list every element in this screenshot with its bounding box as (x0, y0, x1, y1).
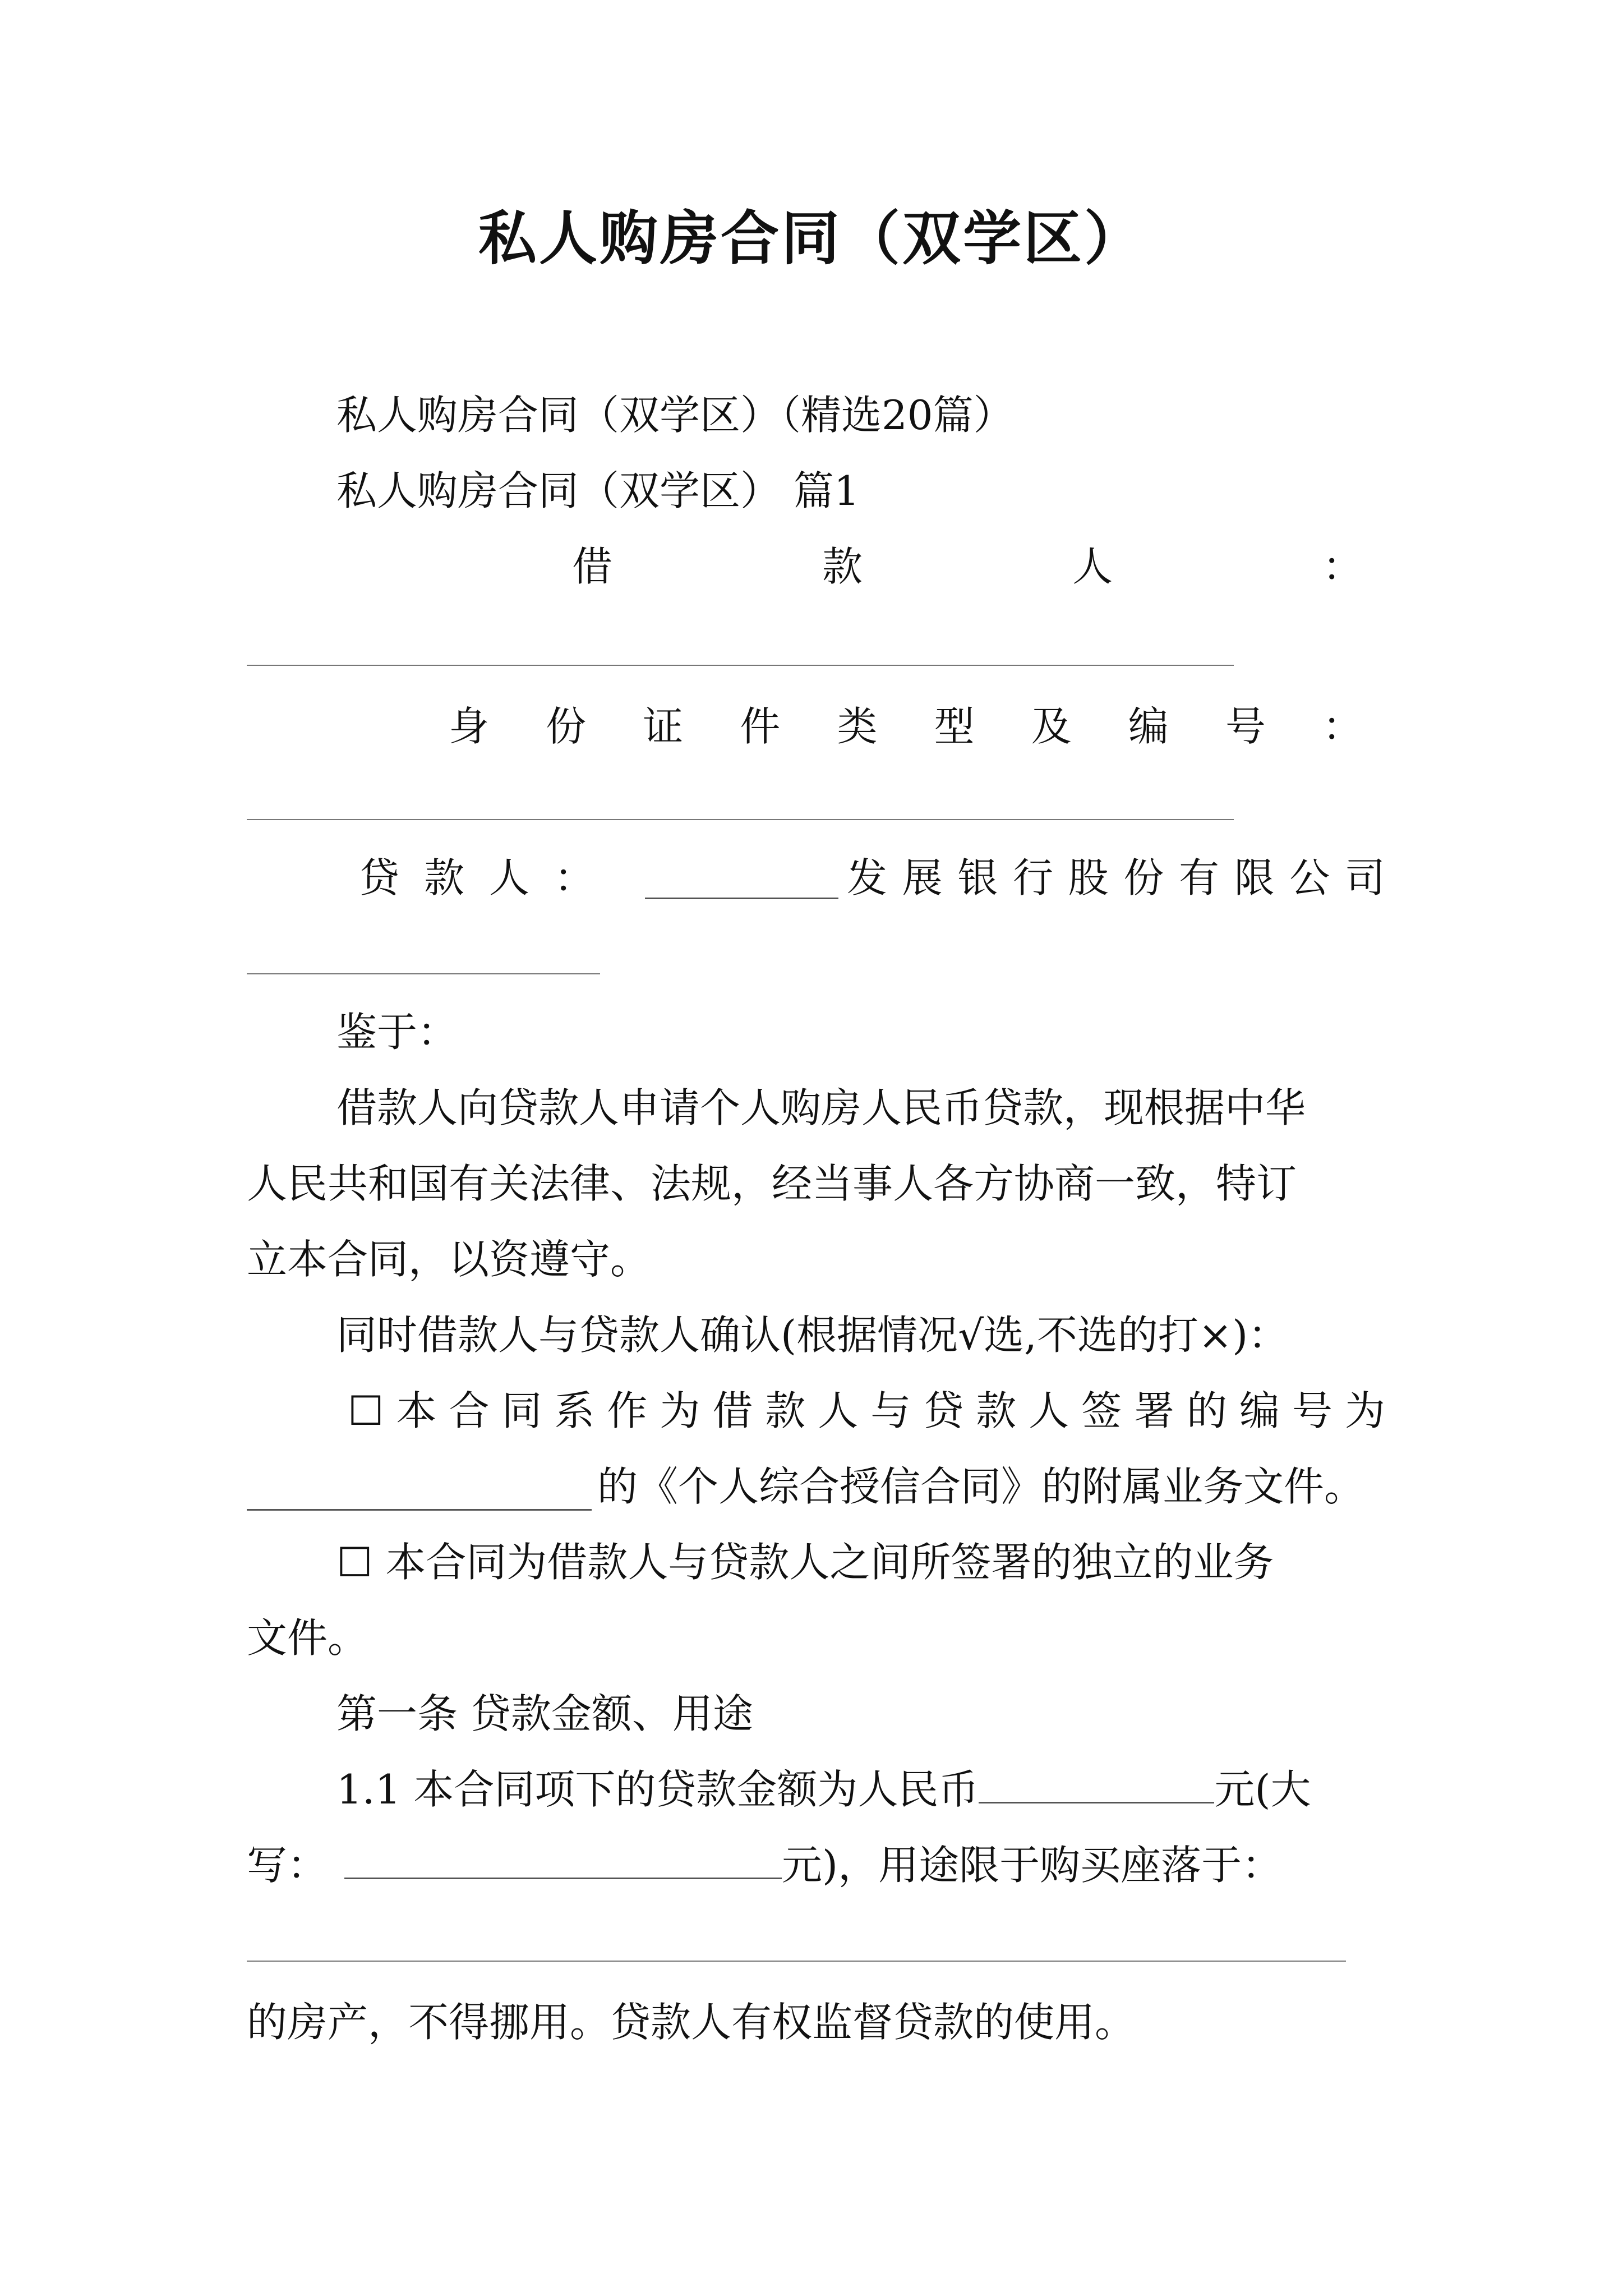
paragraph-line: 立本合同，以资遵守。 (247, 1236, 651, 1283)
amount-blank (979, 1768, 1214, 1803)
option-char: 款 (765, 1387, 806, 1434)
option-2-line-2: 文件。 (247, 1614, 368, 1662)
option-char: 同 (501, 1387, 542, 1434)
document-title: 私人购房合同（双学区） (478, 204, 1145, 273)
option-char: 贷 (923, 1387, 964, 1434)
lender-char: ： (554, 854, 594, 901)
clause-text: 写： (247, 1842, 328, 1889)
lender-suffix-char: 份 (1123, 854, 1164, 901)
option-char: 为 (660, 1387, 700, 1434)
clause-1-1-line-2 (247, 1837, 1282, 1893)
clause-text: 元(大 (1214, 1766, 1311, 1813)
id-char: 型 (934, 703, 975, 750)
paragraph-line: 人民共和国有关法律、法规，经当事人各方协商一致，特订 (247, 1160, 1297, 1207)
checkbox-icon[interactable]: ☐ (348, 1387, 384, 1434)
id-char: 类 (837, 703, 878, 750)
borrower-char: 人 (1072, 543, 1113, 590)
option-char: 作 (607, 1387, 648, 1434)
option-char: 签 (1081, 1387, 1122, 1434)
clause-text: 1.1 本合同项下的贷款金额为人民币 (336, 1766, 979, 1813)
borrower-char: 借 (572, 543, 613, 590)
lender-char: 款 (423, 854, 464, 901)
option-char: 款 (976, 1387, 1017, 1434)
amount-words-blank (344, 1844, 782, 1879)
clause-1-1-line-1 (336, 1761, 1311, 1818)
id-char: ： (1322, 703, 1363, 750)
lender-suffix-char: 司 (1344, 854, 1385, 901)
option-char: 合 (449, 1387, 490, 1434)
lender-suffix-char: 发 (847, 854, 888, 901)
lender-label (359, 850, 594, 906)
contract-number-blank (247, 1509, 592, 1511)
borrower-label (572, 539, 1363, 595)
lender-suffix-char: 行 (1012, 854, 1053, 901)
borrower-blank-line (247, 665, 1234, 666)
lender-suffix-char: 限 (1234, 854, 1275, 901)
id-type-label (449, 698, 1363, 754)
option-char: 与 (870, 1387, 911, 1434)
lender-suffix-char: 银 (957, 854, 998, 901)
lender-suffix-char: 公 (1289, 854, 1330, 901)
id-char: 证 (643, 703, 684, 750)
id-char: 身 (449, 703, 490, 750)
id-char: 份 (546, 703, 587, 750)
clause-text: 元)，用途限于购买座落于： (782, 1842, 1283, 1889)
option-char: 号 (1292, 1387, 1332, 1434)
option-char: 署 (1134, 1387, 1175, 1434)
option-char: 系 (554, 1387, 595, 1434)
borrower-char: 款 (822, 543, 863, 590)
option-char: 人 (818, 1387, 859, 1434)
id-char: 及 (1031, 703, 1072, 750)
lender-blank-line (247, 973, 600, 974)
paragraph-line: 借款人向贷款人申请个人购房人民币贷款，现根据中华 (336, 1084, 1306, 1131)
option-2-line-1: ☐ 本合同为借款人与贷款人之间所签署的独立的业务 (336, 1539, 1274, 1586)
subtitle: 私人购房合同（双学区）（精选20篇） (336, 392, 1014, 439)
option-char: 本 (396, 1387, 437, 1434)
option-char: 借 (712, 1387, 753, 1434)
option-char: 编 (1239, 1387, 1280, 1434)
lender-bank-blank (645, 898, 838, 899)
article-1-heading: 第一条 贷款金额、用途 (336, 1690, 753, 1737)
whereas-heading: 鉴于： (336, 1009, 458, 1056)
id-char: 编 (1128, 703, 1169, 750)
option-1-line-2: 的《个人综合授信合同》的附属业务文件。 (597, 1463, 1365, 1510)
property-address-blank (247, 1961, 1346, 1962)
lender-suffix-char: 有 (1178, 854, 1219, 901)
lender-char: 人 (488, 854, 529, 901)
id-char: 件 (740, 703, 781, 750)
option-1-line-1 (348, 1383, 1385, 1439)
section-heading: 私人购房合同（双学区） 篇1 (336, 467, 860, 514)
option-char: 为 (1344, 1387, 1385, 1434)
lender-bank-suffix (847, 850, 1385, 906)
lender-char: 贷 (359, 854, 400, 901)
borrower-char: ： (1322, 543, 1363, 590)
lender-suffix-char: 展 (902, 854, 943, 901)
id-blank-line (247, 819, 1234, 820)
id-char: 号 (1225, 703, 1266, 750)
confirm-line: 同时借款人与贷款人确认(根据情况√选,不选的打×)： (336, 1312, 1289, 1359)
clause-1-1-line-3: 的房产，不得挪用。贷款人有权监督贷款的使用。 (247, 1999, 1136, 2046)
option-char: 人 (1029, 1387, 1069, 1434)
option-char: 的 (1187, 1387, 1228, 1434)
lender-suffix-char: 股 (1068, 854, 1109, 901)
